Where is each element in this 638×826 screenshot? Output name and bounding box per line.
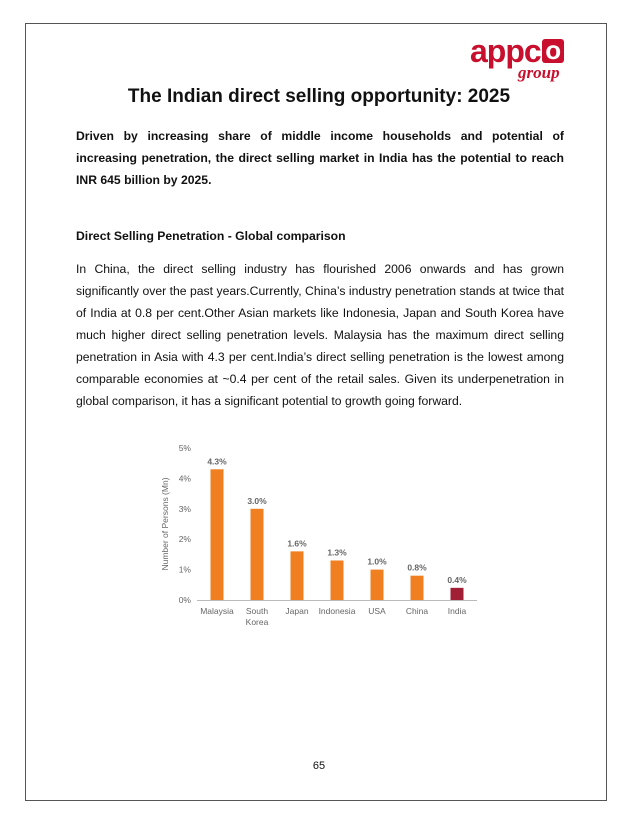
bar-japan	[291, 551, 304, 600]
appco-group-logo	[470, 35, 566, 87]
lead-paragraph: Driven by increasing share of middle income households and potential of increasing penetration, the direct selling market in India has the potential to reach INR 645 billion by 2025.	[76, 129, 564, 187]
x-tick-label: India	[447, 606, 467, 616]
data-label: 1.3%	[327, 547, 347, 558]
bar-china	[411, 576, 424, 600]
x-tick-label: South	[245, 606, 269, 616]
bar-indonesia	[331, 560, 344, 600]
body-paragraph: In China, the direct selling industry has flourished 2006 onwards and has grown significantly over the past years.Currently, China’s industry penetration stands at twice that of India at 0.8 per cent.Other Asian markets like Indonesia, Japan and South Korea have much higher direct selling penetration levels. Malaysia has the maximum direct selling penetration in Asia with 4.3 per cent.India’s direct selling penetration is the lowest among comparable economies at ~0.4 per cent of the retail sales. Given its underpenetration in global comparison, it has a significant potential to growth going forward.	[76, 262, 564, 408]
data-label: 0.4%	[447, 574, 467, 585]
bar-usa	[371, 570, 384, 600]
x-tick-label: USA	[368, 606, 386, 616]
page-title: The Indian direct selling opportunity: 2025	[127, 86, 511, 107]
y-tick-label: 1%	[178, 564, 191, 575]
x-tick-label: Indonesia	[318, 606, 356, 616]
logo-o-box: o	[542, 39, 564, 63]
section-subheading: Direct Selling Penetration - Global comparison	[76, 229, 346, 243]
x-tick-label: China	[405, 606, 429, 616]
y-tick-label: 4%	[178, 473, 191, 484]
bar-india	[451, 588, 464, 600]
data-label: 3.0%	[247, 495, 267, 506]
y-tick-label: 3%	[178, 503, 191, 514]
page-number: 65	[312, 760, 326, 772]
penetration-bar-chart	[155, 438, 485, 638]
y-tick-label: 0%	[178, 595, 191, 605]
y-tick-label: 5%	[178, 443, 191, 453]
logo-word: appc o	[470, 35, 564, 67]
data-label: 0.8%	[407, 562, 427, 573]
x-tick-label: Japan	[285, 606, 309, 616]
bar-malaysia	[211, 469, 224, 600]
x-tick-label: Korea	[245, 617, 269, 627]
y-tick-label: 2%	[178, 534, 191, 545]
x-tick-label: Malaysia	[200, 606, 234, 616]
data-label: 1.0%	[367, 556, 387, 567]
data-label: 4.3%	[207, 456, 227, 467]
logo-group-text: group	[518, 63, 560, 82]
data-label: 1.6%	[287, 538, 307, 549]
y-axis-label: Number of Persons (Mn)	[160, 477, 170, 571]
bar-south-korea	[251, 509, 264, 600]
